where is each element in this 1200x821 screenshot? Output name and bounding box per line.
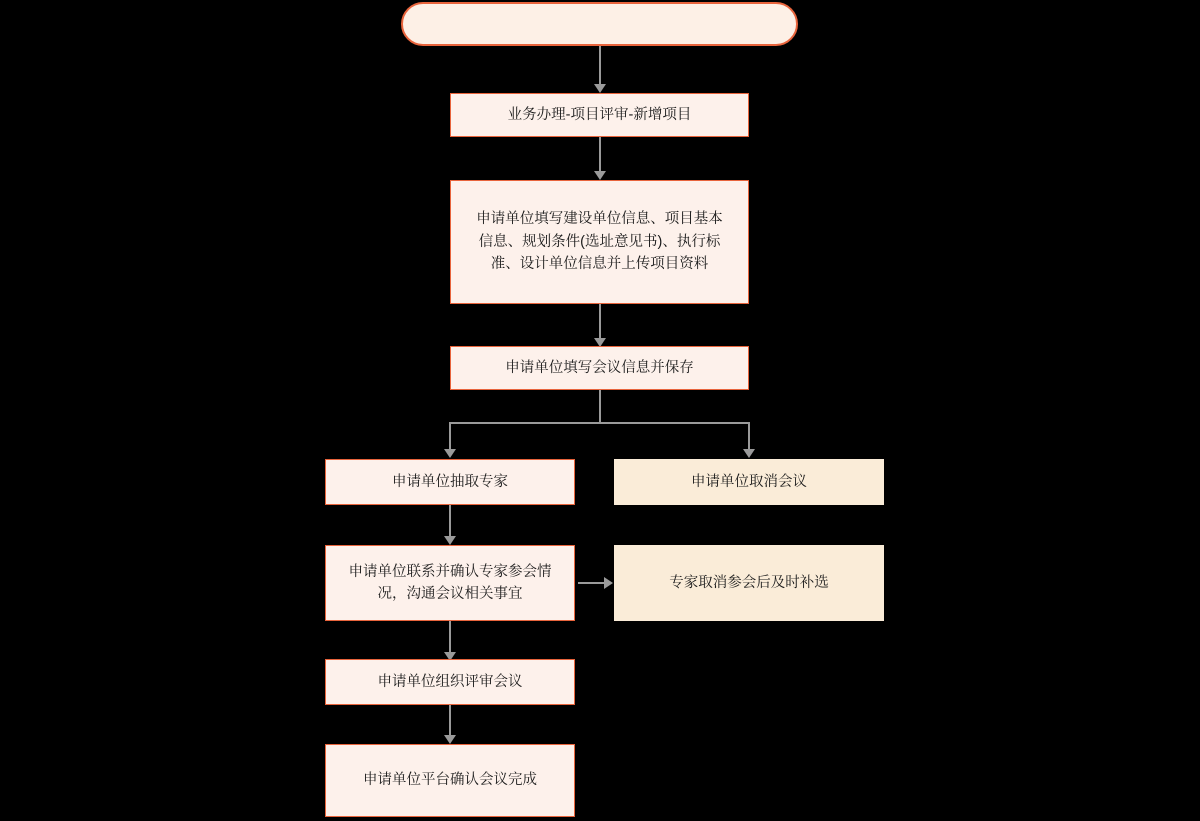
node-step8-label: 申请单位组织评审会议 [377,673,523,690]
node-step2-label: 申请单位填写建设单位信息、项目基本信息、规划条件(选址意见书)、执行标准、设计单位信息并上传项目资料 [476,211,723,273]
arrowhead-step3-step4 [444,449,456,458]
arrowhead-step4-step6 [444,536,456,545]
arrowhead-step3-step5 [743,449,755,458]
connector-step3-split-stem [599,390,601,423]
node-step1-label: 业务办理-项目评审-新增项目 [507,106,692,123]
connector-step4-step6 [449,505,451,538]
connector-step8-step9 [449,705,451,737]
arrowhead-start-step1 [594,84,606,93]
node-step5[interactable] [614,459,884,505]
node-step6[interactable] [325,545,575,621]
arrowhead-step8-step9 [444,735,456,744]
node-step8[interactable] [325,659,575,705]
node-step6-label: 申请单位联系并确认专家参会情况，沟通会议相关事宜 [348,563,552,602]
connector-step6-step7 [578,582,606,584]
connector-step1-step2 [599,137,601,172]
node-step1[interactable] [450,93,749,137]
node-step9[interactable] [325,744,575,817]
arrowhead-step6-step7 [604,577,613,589]
node-step7[interactable] [614,545,884,621]
node-step5-label: 申请单位取消会议 [691,473,807,490]
connector-step3-left-drop [449,422,451,451]
node-step3-label: 申请单位填写会议信息并保存 [505,359,694,376]
node-step7-label: 专家取消参会后及时补选 [669,574,829,591]
node-step3[interactable] [450,346,749,390]
node-start[interactable] [401,2,798,46]
node-step4[interactable] [325,459,575,505]
node-step9-label: 申请单位平台确认会议完成 [363,772,537,789]
connector-step3-split-bar [449,422,750,424]
connector-step2-step3 [599,304,601,339]
node-step4-label: 申请单位抽取专家 [392,473,508,490]
connector-step6-step8 [449,621,451,654]
connector-step3-right-drop [748,422,750,451]
node-step2[interactable] [450,180,749,304]
connector-start-step1 [599,46,601,85]
arrowhead-step1-step2 [594,171,606,180]
